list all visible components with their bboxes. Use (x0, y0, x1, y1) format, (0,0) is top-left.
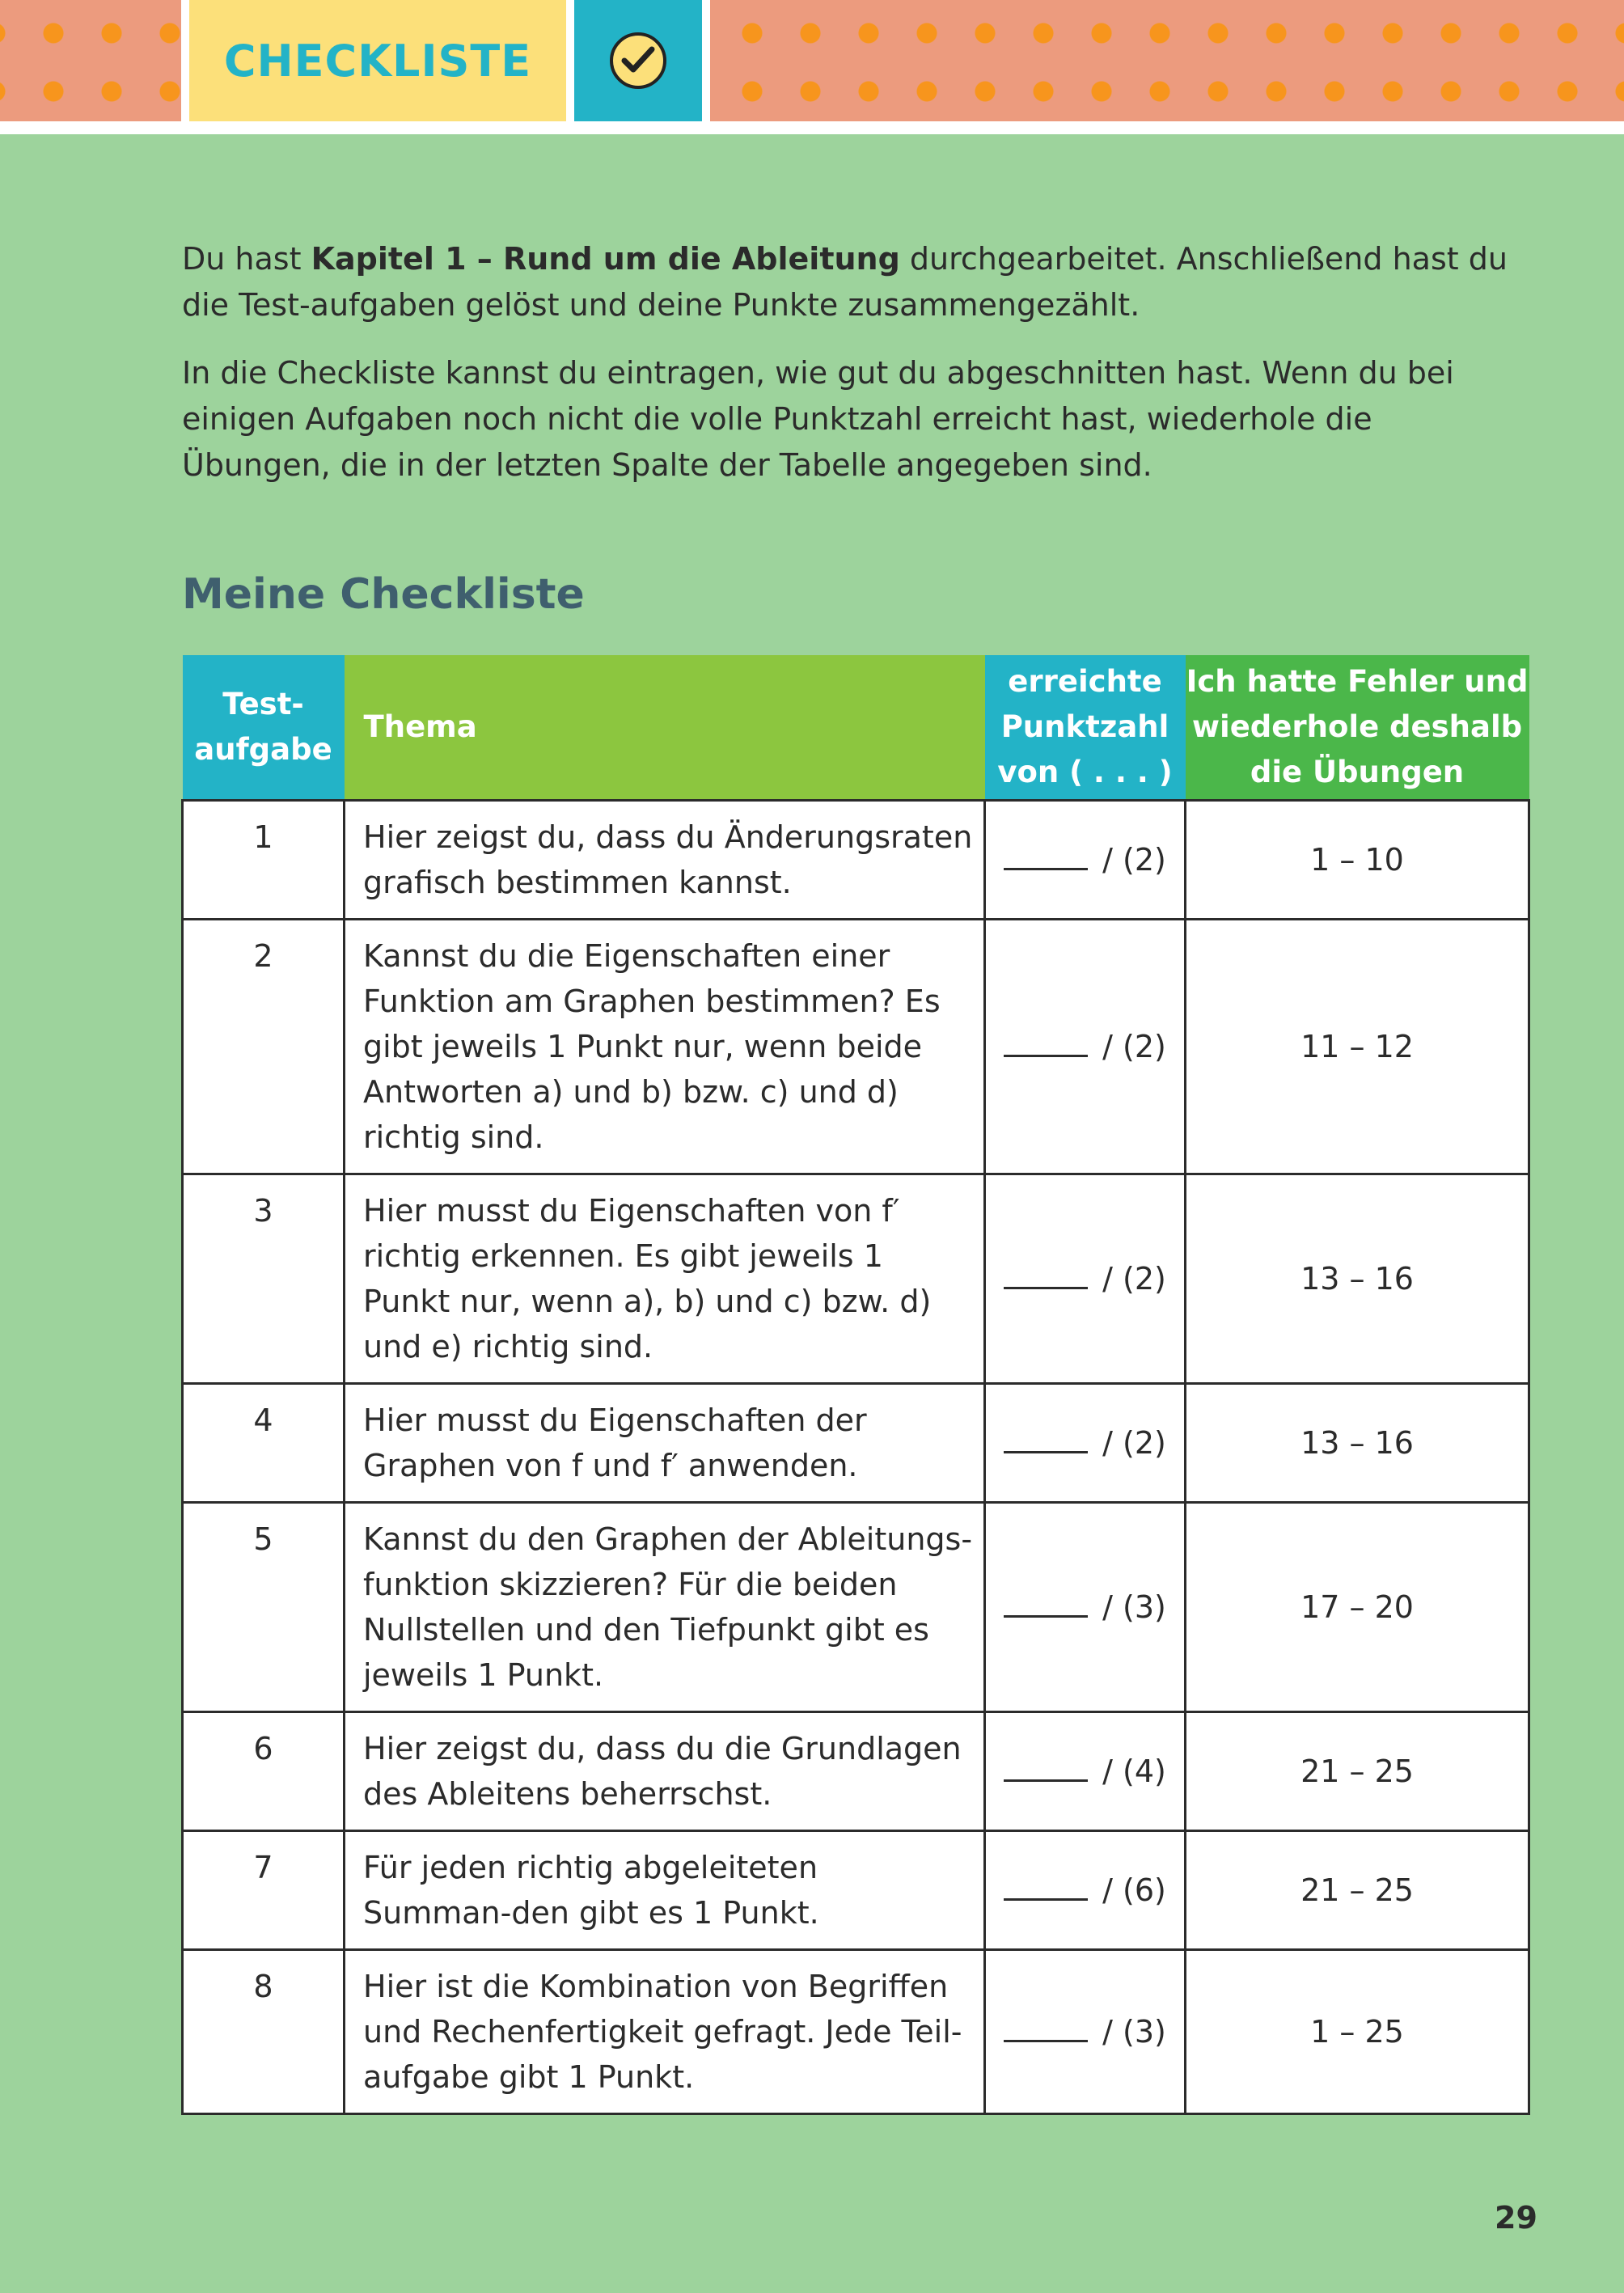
task-number: 3 (183, 1174, 345, 1384)
score-blank[interactable] (1004, 1263, 1088, 1289)
task-number: 7 (183, 1831, 345, 1950)
table-row (183, 1831, 1529, 1950)
score-blank[interactable] (1004, 1030, 1088, 1057)
score-cell[interactable] (985, 920, 1186, 1174)
score-blank[interactable] (1004, 1874, 1088, 1901)
task-topic: Hier musst du Eigenschaften der Graphen von f und f′ anwenden. (345, 1384, 985, 1503)
section-title: Meine Checkliste (182, 570, 585, 619)
header-title-tab (189, 0, 566, 121)
chapter-name: Kapitel 1 – Rund um die Ableitung (311, 241, 900, 277)
score-cell[interactable] (985, 1831, 1186, 1950)
table-header-row (183, 655, 1529, 801)
exercise-range: 21 – 25 (1186, 1831, 1529, 1950)
score-blank[interactable] (1004, 1591, 1088, 1618)
score-cell[interactable] (985, 1503, 1186, 1712)
score-cell[interactable] (985, 1384, 1186, 1503)
header-title: CHECKLISTE (223, 35, 532, 87)
intro-p1-start: Du hast (182, 241, 311, 277)
table-row (183, 920, 1529, 1174)
header-separator (181, 0, 189, 121)
task-number: 1 (183, 801, 345, 920)
exercise-range: 13 – 16 (1186, 1384, 1529, 1503)
score-cell[interactable] (985, 801, 1186, 920)
task-topic: Hier zeigst du, dass du Änderungsraten grafisch bestimmen kannst. (345, 801, 985, 920)
intro-p1-end: durchgearbeitet. Anschließend hast du die Test-aufgaben gelöst und deine Punkte zusammengezählt. (182, 241, 1508, 323)
exercise-range: 21 – 25 (1186, 1712, 1529, 1831)
max-points: / (6) (1102, 1872, 1166, 1908)
max-points: / (4) (1102, 1754, 1166, 1789)
task-number: 5 (183, 1503, 345, 1712)
task-number: 8 (183, 1950, 345, 2114)
score-blank[interactable] (1004, 1755, 1088, 1782)
task-topic: Hier musst du Eigenschaften von f′ richtig erkennen. Es gibt jeweils 1 Punkt nur, wenn a), b) und c) bzw. d) und e) richtig sind. (345, 1174, 985, 1384)
table-row (183, 1384, 1529, 1503)
exercise-range: 1 – 25 (1186, 1950, 1529, 2114)
task-topic: Hier ist die Kombination von Begriffen und Rechenfertigkeit gefragt. Jede Teil-aufgabe gibt 1 Punkt. (345, 1950, 985, 2114)
header-separator (566, 0, 574, 121)
intro-paragraph-2: In die Checkliste kannst du eintragen, wie gut du abgeschnitten hast. Wenn du bei einigen Aufgaben noch nicht die volle Punktzahl erreicht hast, wiederhole die Übungen, die in der letzten Spalte der Tabelle angegeben sind. (182, 355, 1454, 483)
task-number: 4 (183, 1384, 345, 1503)
score-cell[interactable] (985, 1950, 1186, 2114)
page-number: 29 (1495, 2200, 1537, 2236)
intro-paragraph-1 (182, 236, 1529, 328)
header-topic: Thema (345, 655, 985, 801)
task-topic: Hier zeigst du, dass du die Grundlagen des Ableitens beherrschst. (345, 1712, 985, 1831)
score-blank[interactable] (1004, 1427, 1088, 1453)
table-row (183, 1950, 1529, 2114)
score-blank[interactable] (1004, 844, 1088, 870)
max-points: / (2) (1102, 1425, 1166, 1461)
score-cell[interactable] (985, 1174, 1186, 1384)
header-score: erreichte Punktzahl von ( . . . ) (985, 655, 1186, 801)
intro-text (182, 236, 1529, 510)
table-row (183, 1712, 1529, 1831)
exercise-range: 1 – 10 (1186, 801, 1529, 920)
header-test-task: Test-aufgabe (183, 655, 345, 801)
max-points: / (3) (1102, 2014, 1166, 2050)
score-cell[interactable] (985, 1712, 1186, 1831)
max-points: / (3) (1102, 1589, 1166, 1625)
exercise-range: 13 – 16 (1186, 1174, 1529, 1384)
max-points: / (2) (1102, 1029, 1166, 1064)
table-row (183, 801, 1529, 920)
checklist-table (181, 655, 1530, 2115)
header-separator (702, 0, 710, 121)
header-icon-tab (574, 0, 702, 121)
score-blank[interactable] (1004, 2016, 1088, 2042)
task-topic: Für jeden richtig abgeleiteten Summan-den gibt es 1 Punkt. (345, 1831, 985, 1950)
task-number: 6 (183, 1712, 345, 1831)
task-number: 2 (183, 920, 345, 1174)
exercise-range: 11 – 12 (1186, 920, 1529, 1174)
task-topic: Kannst du die Eigenschaften einer Funktion am Graphen bestimmen? Es gibt jeweils 1 Punkt nur, wenn beide Antworten a) und b) bzw. c) und d) richtig sind. (345, 920, 985, 1174)
checkmark-icon (610, 32, 666, 89)
table-row (183, 1503, 1529, 1712)
exercise-range: 17 – 20 (1186, 1503, 1529, 1712)
table-row (183, 1174, 1529, 1384)
max-points: / (2) (1102, 842, 1166, 878)
task-topic: Kannst du den Graphen der Ableitungs-funktion skizzieren? Für die beiden Nullstellen und den Tiefpunkt gibt es jeweils 1 Punkt. (345, 1503, 985, 1712)
header-exercises: Ich hatte Fehler und wiederhole deshalb die Übungen (1186, 655, 1529, 801)
max-points: / (2) (1102, 1261, 1166, 1297)
header-divider (0, 121, 1624, 134)
